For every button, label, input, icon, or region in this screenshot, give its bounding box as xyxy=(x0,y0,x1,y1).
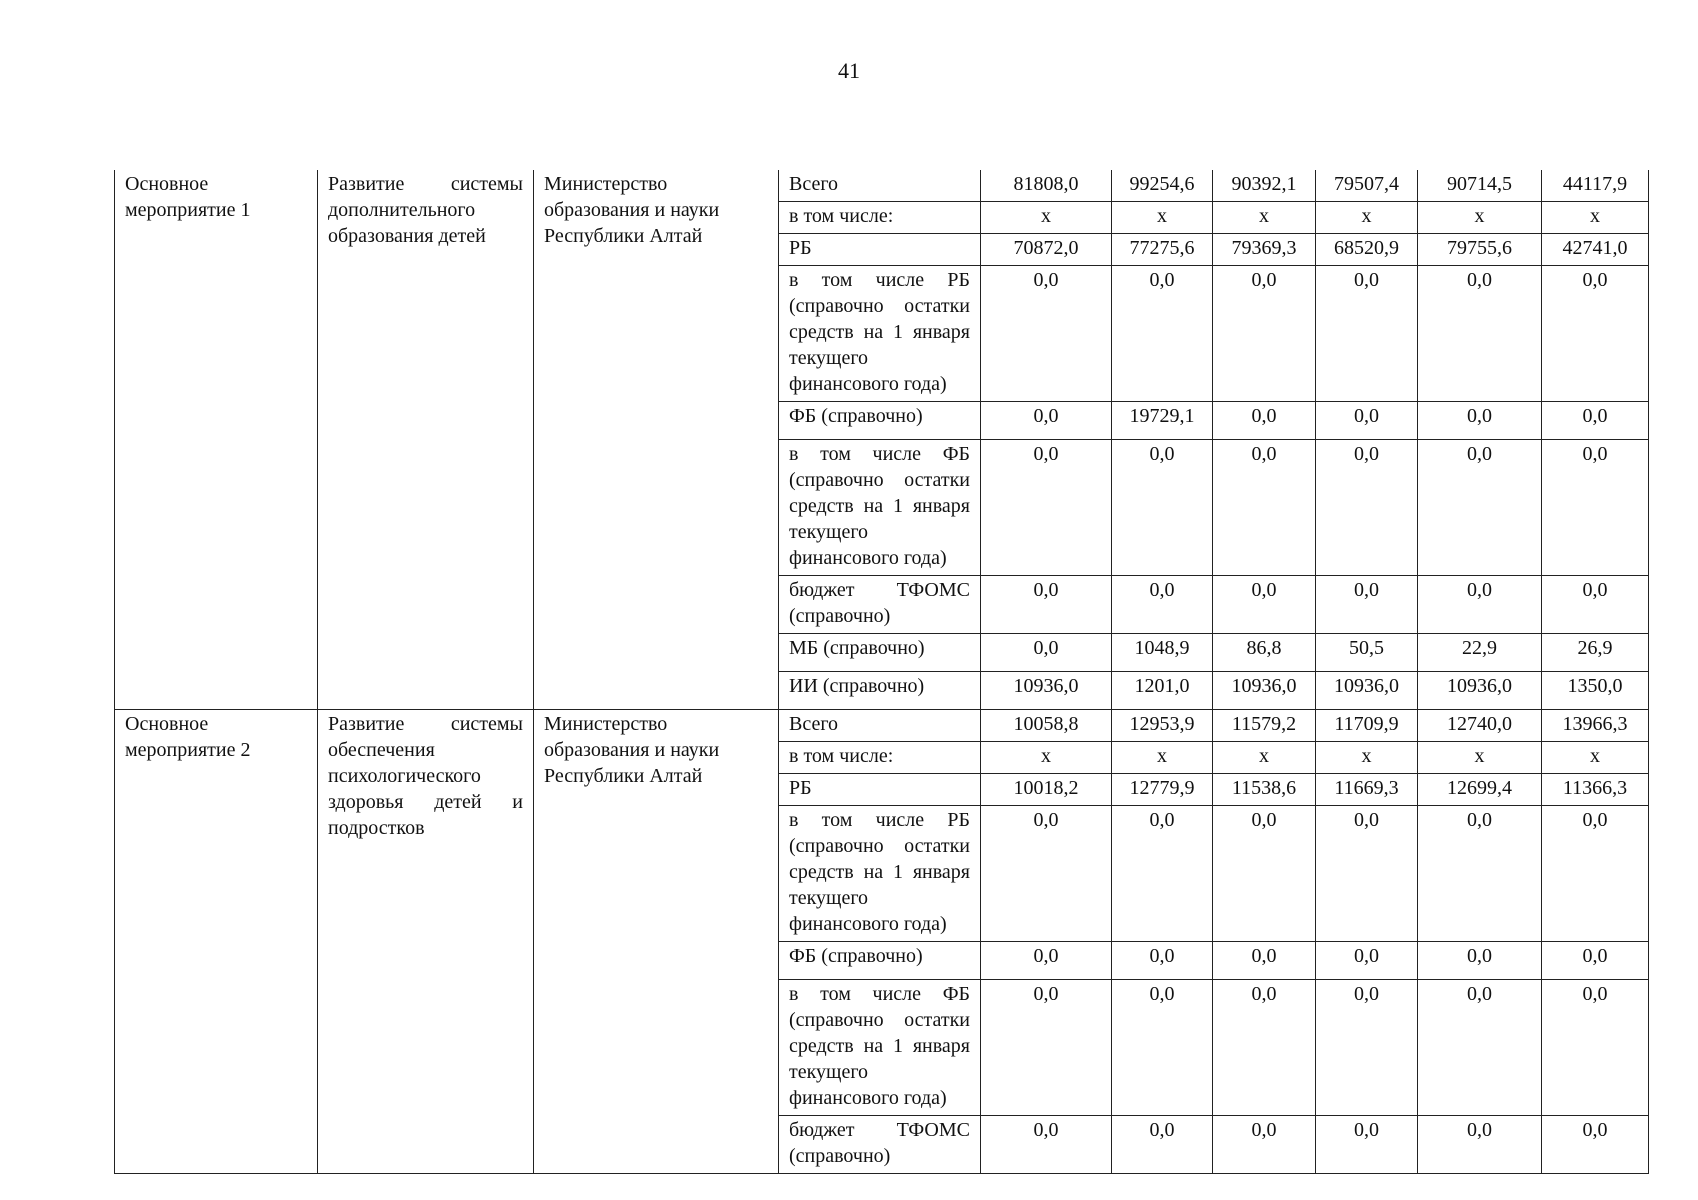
amount-cell: x xyxy=(1542,202,1649,234)
amount-cell: 0,0 xyxy=(1542,440,1649,576)
amount-cell: 0,0 xyxy=(1112,1116,1213,1174)
amount-cell: 0,0 xyxy=(1213,980,1316,1116)
amount-cell: 12953,9 xyxy=(1112,710,1213,742)
amount-cell: 0,0 xyxy=(1112,440,1213,576)
amount-cell: 0,0 xyxy=(1112,806,1213,942)
amount-cell: 0,0 xyxy=(1112,942,1213,980)
amount-cell: 68520,9 xyxy=(1316,234,1418,266)
funding-source-cell: бюджет ТФОМС (справочно) xyxy=(779,1116,981,1174)
amount-cell: 0,0 xyxy=(1316,266,1418,402)
amount-cell: 10018,2 xyxy=(981,774,1112,806)
amount-cell: 0,0 xyxy=(1213,942,1316,980)
amount-cell: 0,0 xyxy=(1418,980,1542,1116)
amount-cell: 0,0 xyxy=(1316,942,1418,980)
amount-cell: x xyxy=(1316,742,1418,774)
amount-cell: x xyxy=(1418,202,1542,234)
table-body xyxy=(115,170,1649,1174)
amount-cell: 0,0 xyxy=(1542,402,1649,440)
funding-source-cell: в том числе: xyxy=(779,202,981,234)
amount-cell: 1048,9 xyxy=(1112,634,1213,672)
responsible-cell: Министерство образования и науки Республики Алтай xyxy=(534,710,779,1174)
amount-cell: x xyxy=(981,202,1112,234)
amount-cell: 0,0 xyxy=(1418,942,1542,980)
amount-cell: 12779,9 xyxy=(1112,774,1213,806)
funding-source-cell: в том числе РБ (справочно остатки средств на 1 января текущего финансового года) xyxy=(779,806,981,942)
amount-cell: 12699,4 xyxy=(1418,774,1542,806)
amount-cell: 0,0 xyxy=(981,402,1112,440)
amount-cell: 0,0 xyxy=(981,1116,1112,1174)
amount-cell: 0,0 xyxy=(1418,266,1542,402)
amount-cell: 10936,0 xyxy=(1213,672,1316,710)
amount-cell: 11538,6 xyxy=(1213,774,1316,806)
amount-cell: 0,0 xyxy=(1418,576,1542,634)
budget-table xyxy=(114,170,1649,1174)
amount-cell: 11669,3 xyxy=(1316,774,1418,806)
measure-cell: Основное мероприятие 2 xyxy=(115,710,318,1174)
amount-cell: 90714,5 xyxy=(1418,170,1542,202)
amount-cell: 0,0 xyxy=(1213,266,1316,402)
amount-cell: 0,0 xyxy=(1213,806,1316,942)
amount-cell: 0,0 xyxy=(1418,806,1542,942)
funding-source-cell: МБ (справочно) xyxy=(779,634,981,672)
amount-cell: 0,0 xyxy=(1316,1116,1418,1174)
amount-cell: 0,0 xyxy=(1316,402,1418,440)
responsible-cell: Министерство образования и науки Республики Алтай xyxy=(534,170,779,710)
amount-cell: 81808,0 xyxy=(981,170,1112,202)
amount-cell: 11579,2 xyxy=(1213,710,1316,742)
amount-cell: 0,0 xyxy=(1316,806,1418,942)
funding-source-cell: ИИ (справочно) xyxy=(779,672,981,710)
amount-cell: 0,0 xyxy=(981,440,1112,576)
amount-cell: 0,0 xyxy=(981,266,1112,402)
amount-cell: 0,0 xyxy=(1316,980,1418,1116)
amount-cell: 86,8 xyxy=(1213,634,1316,672)
amount-cell: 0,0 xyxy=(1418,440,1542,576)
amount-cell: 70872,0 xyxy=(981,234,1112,266)
amount-cell: x xyxy=(1112,202,1213,234)
amount-cell: 0,0 xyxy=(1542,806,1649,942)
amount-cell: 0,0 xyxy=(981,634,1112,672)
funding-source-cell: в том числе РБ (справочно остатки средств на 1 января текущего финансового года) xyxy=(779,266,981,402)
amount-cell: 10058,8 xyxy=(981,710,1112,742)
amount-cell: 0,0 xyxy=(1213,440,1316,576)
funding-source-cell: Всего xyxy=(779,170,981,202)
amount-cell: 0,0 xyxy=(981,942,1112,980)
amount-cell: x xyxy=(1213,202,1316,234)
amount-cell: 0,0 xyxy=(1213,1116,1316,1174)
amount-cell: 0,0 xyxy=(1542,1116,1649,1174)
amount-cell: x xyxy=(1213,742,1316,774)
funding-source-cell: бюджет ТФОМС (справочно) xyxy=(779,576,981,634)
amount-cell: 1201,0 xyxy=(1112,672,1213,710)
amount-cell: 90392,1 xyxy=(1213,170,1316,202)
amount-cell: 79369,3 xyxy=(1213,234,1316,266)
page-number: 41 xyxy=(838,58,860,83)
amount-cell: 0,0 xyxy=(1418,402,1542,440)
funding-source-cell: в том числе ФБ (справочно остатки средств на 1 января текущего финансового года) xyxy=(779,440,981,576)
amount-cell: 10936,0 xyxy=(981,672,1112,710)
amount-cell: 0,0 xyxy=(1316,576,1418,634)
funding-source-cell: в том числе: xyxy=(779,742,981,774)
measure-cell: Основное мероприятие 1 xyxy=(115,170,318,710)
funding-source-cell: РБ xyxy=(779,234,981,266)
amount-cell: 0,0 xyxy=(981,576,1112,634)
funding-source-cell: ФБ (справочно) xyxy=(779,402,981,440)
amount-cell: 22,9 xyxy=(1418,634,1542,672)
amount-cell: 77275,6 xyxy=(1112,234,1213,266)
amount-cell: 0,0 xyxy=(1112,576,1213,634)
amount-cell: 11709,9 xyxy=(1316,710,1418,742)
amount-cell: 0,0 xyxy=(1112,266,1213,402)
program-cell: Развитие системы обеспечения психологического здоровья детей и подростков xyxy=(318,710,534,1174)
amount-cell: x xyxy=(1112,742,1213,774)
amount-cell: 10936,0 xyxy=(1418,672,1542,710)
amount-cell: x xyxy=(1542,742,1649,774)
amount-cell: 79507,4 xyxy=(1316,170,1418,202)
amount-cell: 0,0 xyxy=(1112,980,1213,1116)
funding-source-cell: Всего xyxy=(779,710,981,742)
amount-cell: 0,0 xyxy=(1213,402,1316,440)
amount-cell: 19729,1 xyxy=(1112,402,1213,440)
table-row xyxy=(115,170,1649,202)
amount-cell: x xyxy=(1418,742,1542,774)
amount-cell: 10936,0 xyxy=(1316,672,1418,710)
funding-source-cell: РБ xyxy=(779,774,981,806)
amount-cell: 12740,0 xyxy=(1418,710,1542,742)
amount-cell: 0,0 xyxy=(1213,576,1316,634)
funding-source-cell: в том числе ФБ (справочно остатки средств на 1 января текущего финансового года) xyxy=(779,980,981,1116)
amount-cell: 0,0 xyxy=(1316,440,1418,576)
amount-cell: 0,0 xyxy=(1542,266,1649,402)
amount-cell: 44117,9 xyxy=(1542,170,1649,202)
amount-cell: 13966,3 xyxy=(1542,710,1649,742)
program-cell: Развитие системы дополнительного образования детей xyxy=(318,170,534,710)
amount-cell: 0,0 xyxy=(1418,1116,1542,1174)
amount-cell: 42741,0 xyxy=(1542,234,1649,266)
amount-cell: 99254,6 xyxy=(1112,170,1213,202)
amount-cell: 0,0 xyxy=(981,980,1112,1116)
funding-source-cell: ФБ (справочно) xyxy=(779,942,981,980)
amount-cell: x xyxy=(1316,202,1418,234)
amount-cell: 0,0 xyxy=(981,806,1112,942)
amount-cell: 50,5 xyxy=(1316,634,1418,672)
amount-cell: 0,0 xyxy=(1542,942,1649,980)
amount-cell: 0,0 xyxy=(1542,576,1649,634)
table-row xyxy=(115,710,1649,742)
amount-cell: 26,9 xyxy=(1542,634,1649,672)
amount-cell: 11366,3 xyxy=(1542,774,1649,806)
amount-cell: 1350,0 xyxy=(1542,672,1649,710)
amount-cell: 79755,6 xyxy=(1418,234,1542,266)
amount-cell: x xyxy=(981,742,1112,774)
amount-cell: 0,0 xyxy=(1542,980,1649,1116)
